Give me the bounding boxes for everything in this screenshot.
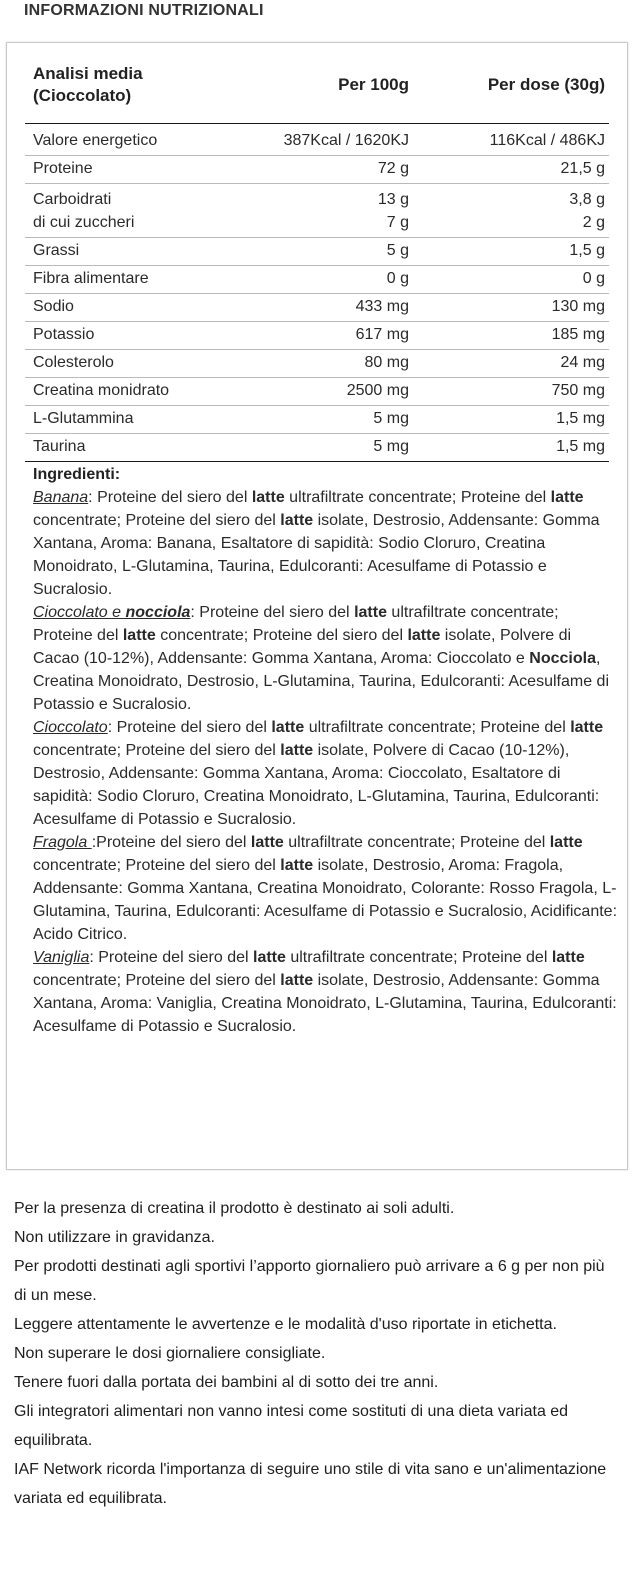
row-name: Grassi (33, 242, 80, 259)
table-body (25, 124, 609, 462)
flavor-label-part: Cioccolato e (33, 604, 126, 621)
allergen-latte: latte (551, 949, 585, 966)
ingredient-text: : Proteine del siero del (89, 949, 253, 966)
flavor-label: Banana (33, 489, 89, 506)
ingredient-text: isolate, Destrosio, Addensante: Gomma Xantana, Aroma: Banana, Esaltatore di sapidità: Sodio Cloruro, Creatina Monoidrato, L-Glutamina, Taurina, Edulcoranti: Acesulfame di Potassio e Sucralosio. (33, 512, 600, 598)
row-name: Proteine (33, 160, 93, 177)
ingredient-text: : Proteine del siero del (88, 489, 252, 506)
table-header (25, 57, 609, 124)
ingredient-text: isolate, Destrosio, Aroma: Fragola, Addensante: Gomma Xantana, Creatina Monoidrato, Colorante: Rosso Fragola, L-Glutamina, Taurina, Edulcoranti: Acesulfame di Potassio e Sucralosio, Acidificante: Acido Citrico. (33, 857, 618, 943)
flavor-label (33, 604, 190, 621)
row-perdose: 1,5 mg (556, 438, 605, 455)
ingredients-fragola (33, 831, 617, 946)
ingredient-text: concentrate; Proteine del siero del (33, 742, 281, 759)
row-name: Creatina monidrato (33, 382, 170, 399)
flavor-label: Cioccolato (33, 719, 108, 736)
ingredient-text: ultrafiltrate concentrate; Proteine del (284, 489, 551, 506)
ingredient-text: concentrate; Proteine del siero del (33, 972, 281, 989)
row-perdose (569, 188, 605, 234)
ingredients-section (33, 463, 617, 1038)
row-per100 (378, 188, 409, 234)
row-perdose: 116Kcal / 486KJ (489, 132, 605, 149)
row-perdose: 130 mg (551, 298, 605, 315)
table-row (25, 128, 609, 155)
ingredient-text: : Proteine del siero del (190, 604, 355, 621)
table-row (25, 265, 609, 293)
warnings-section (14, 1194, 614, 1513)
table-row (25, 293, 609, 321)
warning-text: Leggere attentamente le avvertenze e le modalità d'uso riportate in etichetta. (14, 1316, 557, 1333)
allergen-latte: latte (549, 834, 583, 851)
header-per-dose: Per dose (30g) (487, 75, 605, 94)
ingredient-text: : Proteine del siero del (107, 719, 272, 736)
ingredient-text: isolate, Destrosio, Addensante: Gomma Xantana, Aroma: Vaniglia, Creatina Monoidrato, L-Glutamina, Taurina, Edulcoranti: Acesulfame di Potassio e Sucralosio. (33, 972, 617, 1035)
row-name: Sodio (33, 298, 74, 315)
row-name: Colesterolo (33, 354, 114, 371)
warning-text: Per la presenza di creatina il prodotto è destinato ai soli adulti. (14, 1200, 455, 1217)
row-name: Potassio (33, 326, 95, 343)
allergen-latte: latte (550, 489, 584, 506)
row-per100-main: 13 g (377, 191, 409, 208)
ingredient-text: :Proteine del siero del (91, 834, 251, 851)
ingredients-banana (33, 486, 617, 601)
allergen-latte: latte (122, 627, 156, 644)
row-perdose-sub: 2 g (582, 214, 605, 231)
row-name (33, 188, 134, 234)
row-per100: 5 mg (373, 410, 409, 427)
table-row (25, 405, 609, 433)
row-name: Valore energetico (33, 132, 158, 149)
warning-text: Non utilizzare in gravidanza. (14, 1229, 215, 1246)
header-analysis-line1: Analisi media (33, 64, 143, 83)
ingredient-text: concentrate; Proteine del siero del (33, 857, 281, 874)
ingredients-cioccolato-nocciola (33, 601, 617, 716)
warning-text: IAF Network ricorda l'importanza di seguire uno stile di vita sano e un'alimentazione variata ed equilibrata. (14, 1461, 607, 1507)
ingredient-text: isolate, Polvere di Cacao (10-12%), Addensante: Gomma Xantana, Aroma: Cioccolato e (33, 627, 572, 667)
ingredients-vaniglia (33, 946, 617, 1038)
row-perdose-main: 3,8 g (569, 191, 605, 208)
row-per100: 72 g (377, 160, 409, 177)
row-name: Taurina (33, 438, 86, 455)
table-row (25, 349, 609, 377)
row-per100: 387Kcal / 1620KJ (283, 132, 409, 149)
row-name: Fibra alimentare (33, 270, 149, 287)
row-per100: 2500 mg (346, 382, 409, 399)
ingredient-text: ultrafiltrate concentrate; Proteine del (285, 949, 552, 966)
flavor-label: Fragola (33, 834, 92, 851)
row-per100: 433 mg (355, 298, 409, 315)
allergen-latte: latte (280, 742, 314, 759)
row-name: L-Glutammina (33, 410, 134, 427)
header-analysis-line2: (Cioccolato) (33, 86, 132, 105)
row-per100: 80 mg (364, 354, 409, 371)
ingredient-text: isolate, Polvere di Cacao (10-12%), Destrosio, Addensante: Gomma Xantana, Aroma: Cioccolato, Esaltatore di sapidità: Sodio Cloruro, Creatina Monoidrato, L-Glutamina, Taurina, Edulcoranti: Acesulfame di Potassio e Sucralosio. (33, 742, 600, 828)
ingredients-heading: Ingredienti: (33, 466, 121, 483)
flavor-label: Vaniglia (33, 949, 90, 966)
row-per100: 5 g (386, 242, 409, 259)
table-row (25, 155, 609, 183)
warning-text: Tenere fuori dalla portata dei bambini al di sotto dei tre anni. (14, 1374, 439, 1391)
ingredient-text: concentrate; Proteine del siero del (33, 512, 281, 529)
row-per100-sub: 7 g (386, 214, 409, 231)
allergen-latte: latte (271, 719, 305, 736)
row-perdose: 185 mg (551, 326, 605, 343)
table-row (25, 377, 609, 405)
table-row (25, 183, 609, 237)
allergen-latte: latte (354, 604, 387, 621)
row-perdose: 21,5 g (560, 160, 605, 177)
ingredient-text: concentrate; Proteine del siero del (155, 627, 408, 644)
header-per-100g: Per 100g (338, 75, 409, 94)
ingredient-text: ultrafiltrate concentrate; Proteine del (33, 604, 559, 644)
warning-text: Per prodotti destinati agli sportivi l’apporto giornaliero può arrivare a 6 g per non più di un mese. (14, 1258, 605, 1304)
row-perdose: 1,5 mg (556, 410, 605, 427)
ingredient-text: , Creatina Monoidrato, Destrosio, L-Glutamina, Taurina, Edulcoranti: Acesulfame di Potassio e Sucralosio. (33, 650, 609, 713)
row-perdose: 1,5 g (569, 242, 605, 259)
row-per100: 5 mg (373, 438, 409, 455)
row-name-main: Carboidrati (33, 191, 112, 208)
row-perdose: 750 mg (551, 382, 605, 399)
allergen-latte: latte (250, 834, 284, 851)
warning-text: Gli integratori alimentari non vanno intesi come sostituti di una dieta variata ed equilibrata. (14, 1403, 569, 1449)
header-analysis (33, 63, 143, 107)
allergen-nocciola: nocciola (125, 604, 191, 621)
allergen-latte: latte (280, 857, 314, 874)
allergen-latte: latte (407, 627, 441, 644)
page-title: INFORMAZIONI NUTRIZIONALI (24, 2, 264, 19)
table-row (25, 433, 609, 461)
allergen-latte: latte (570, 719, 604, 736)
warning-text: Non superare le dosi giornaliere consigliate. (14, 1345, 326, 1362)
allergen-latte: latte (280, 972, 314, 989)
table-row (25, 321, 609, 349)
allergen-latte: latte (280, 512, 314, 529)
allergen-latte: latte (251, 489, 285, 506)
row-name-sub: di cui zuccheri (33, 214, 135, 231)
ingredients-cioccolato (33, 716, 617, 831)
row-perdose: 24 mg (560, 354, 605, 371)
row-per100: 0 g (386, 270, 409, 287)
table-row (25, 237, 609, 265)
nutrition-panel (6, 42, 628, 1170)
nutrition-table (25, 57, 609, 462)
allergen-nocciola: Nocciola (529, 650, 596, 667)
ingredient-text: ultrafiltrate concentrate; Proteine del (304, 719, 571, 736)
ingredient-text: ultrafiltrate concentrate; Proteine del (283, 834, 550, 851)
allergen-latte: latte (253, 949, 286, 966)
row-per100: 617 mg (355, 326, 409, 343)
row-perdose: 0 g (582, 270, 605, 287)
